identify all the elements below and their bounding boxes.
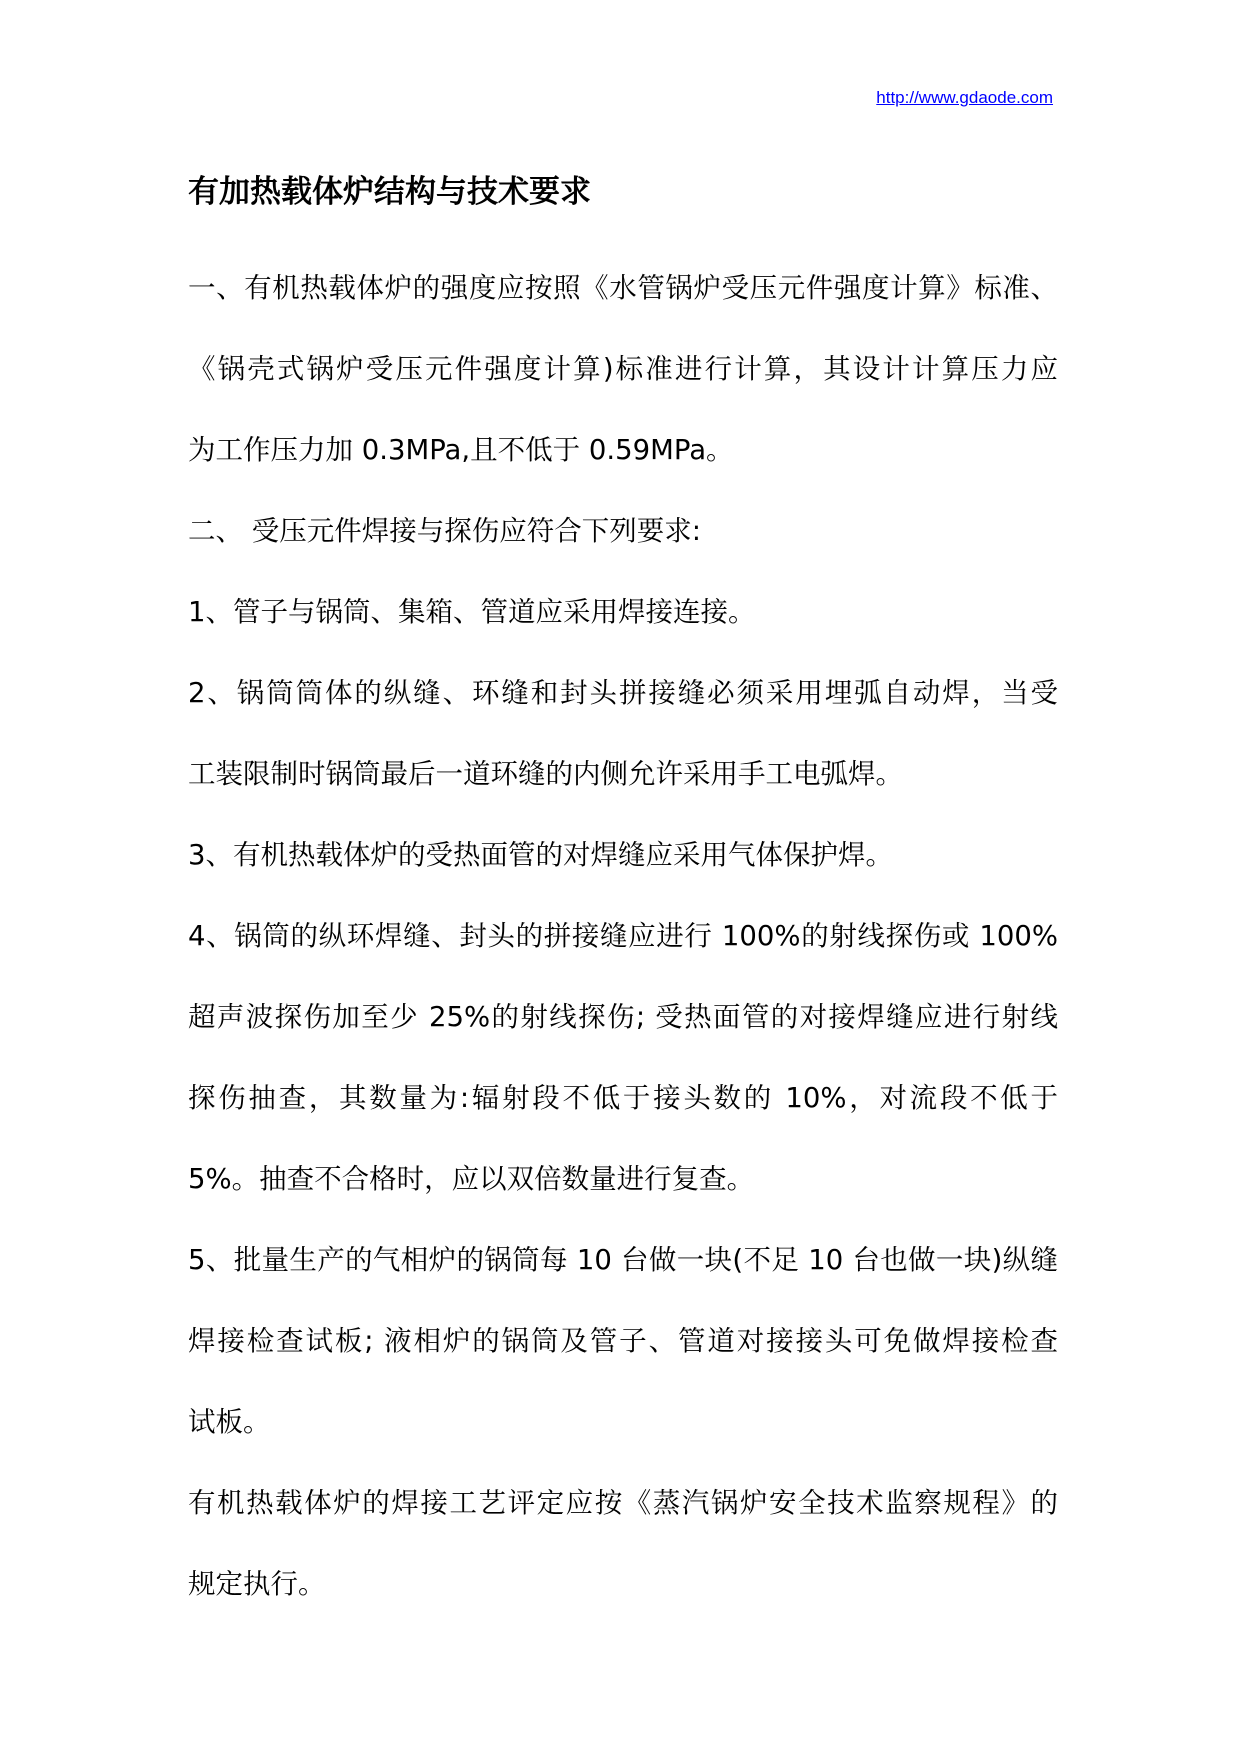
- item-4-line-1: 4、锅筒的纵环焊缝、封头的拼接缝应进行 100%的射线探伤或 100%: [188, 920, 1058, 952]
- item-5-line-1: 5、批量生产的气相炉的锅筒每 10 台做一块(不足 10 台也做一块)纵缝: [188, 1244, 1058, 1276]
- item-4-line-4: 5%。抽查不合格时，应以双倍数量进行复查。: [188, 1163, 755, 1195]
- document-title: 有加热载体炉结构与技术要求: [188, 174, 591, 210]
- item-3-line-1: 3、有机热载体炉的受热面管的对焊缝应采用气体保护焊。: [188, 839, 893, 871]
- item-4-line-2: 超声波探伤加至少 25%的射线探伤; 受热面管的对接焊缝应进行射线: [188, 1001, 1058, 1033]
- item-1-line-1: 1、管子与锅筒、集箱、管道应采用焊接连接。: [188, 596, 756, 628]
- item-2-line-1: 2、锅筒筒体的纵缝、环缝和封头拼接缝必须采用埋弧自动焊，当受: [188, 677, 1058, 709]
- paragraph-1-line-3: 为工作压力加 0.3MPa,且不低于 0.59MPa。: [188, 434, 734, 466]
- section-2-heading: 二、 受压元件焊接与探伤应符合下列要求:: [188, 515, 702, 547]
- paragraph-1-line-2: 《锅壳式锅炉受压元件强度计算)标准进行计算，其设计计算压力应: [188, 353, 1058, 385]
- header-url-link[interactable]: http://www.gdaode.com: [876, 88, 1053, 107]
- item-2-line-2: 工装限制时锅筒最后一道环缝的内侧允许采用手工电弧焊。: [188, 758, 903, 790]
- closing-line-2: 规定执行。: [188, 1568, 326, 1600]
- item-4-line-3: 探伤抽查，其数量为:辐射段不低于接头数的 10%，对流段不低于: [188, 1082, 1058, 1114]
- item-5-line-2: 焊接检查试板; 液相炉的锅筒及管子、管道对接接头可免做焊接检查: [188, 1325, 1058, 1357]
- item-5-line-3: 试板。: [188, 1406, 271, 1438]
- paragraph-1-line-1: 一、有机热载体炉的强度应按照《水管锅炉受压元件强度计算》标准、: [188, 272, 1058, 304]
- closing-line-1: 有机热载体炉的焊接工艺评定应按《蒸汽锅炉安全技术监察规程》的: [188, 1487, 1058, 1519]
- document-body: [188, 248, 1058, 1625]
